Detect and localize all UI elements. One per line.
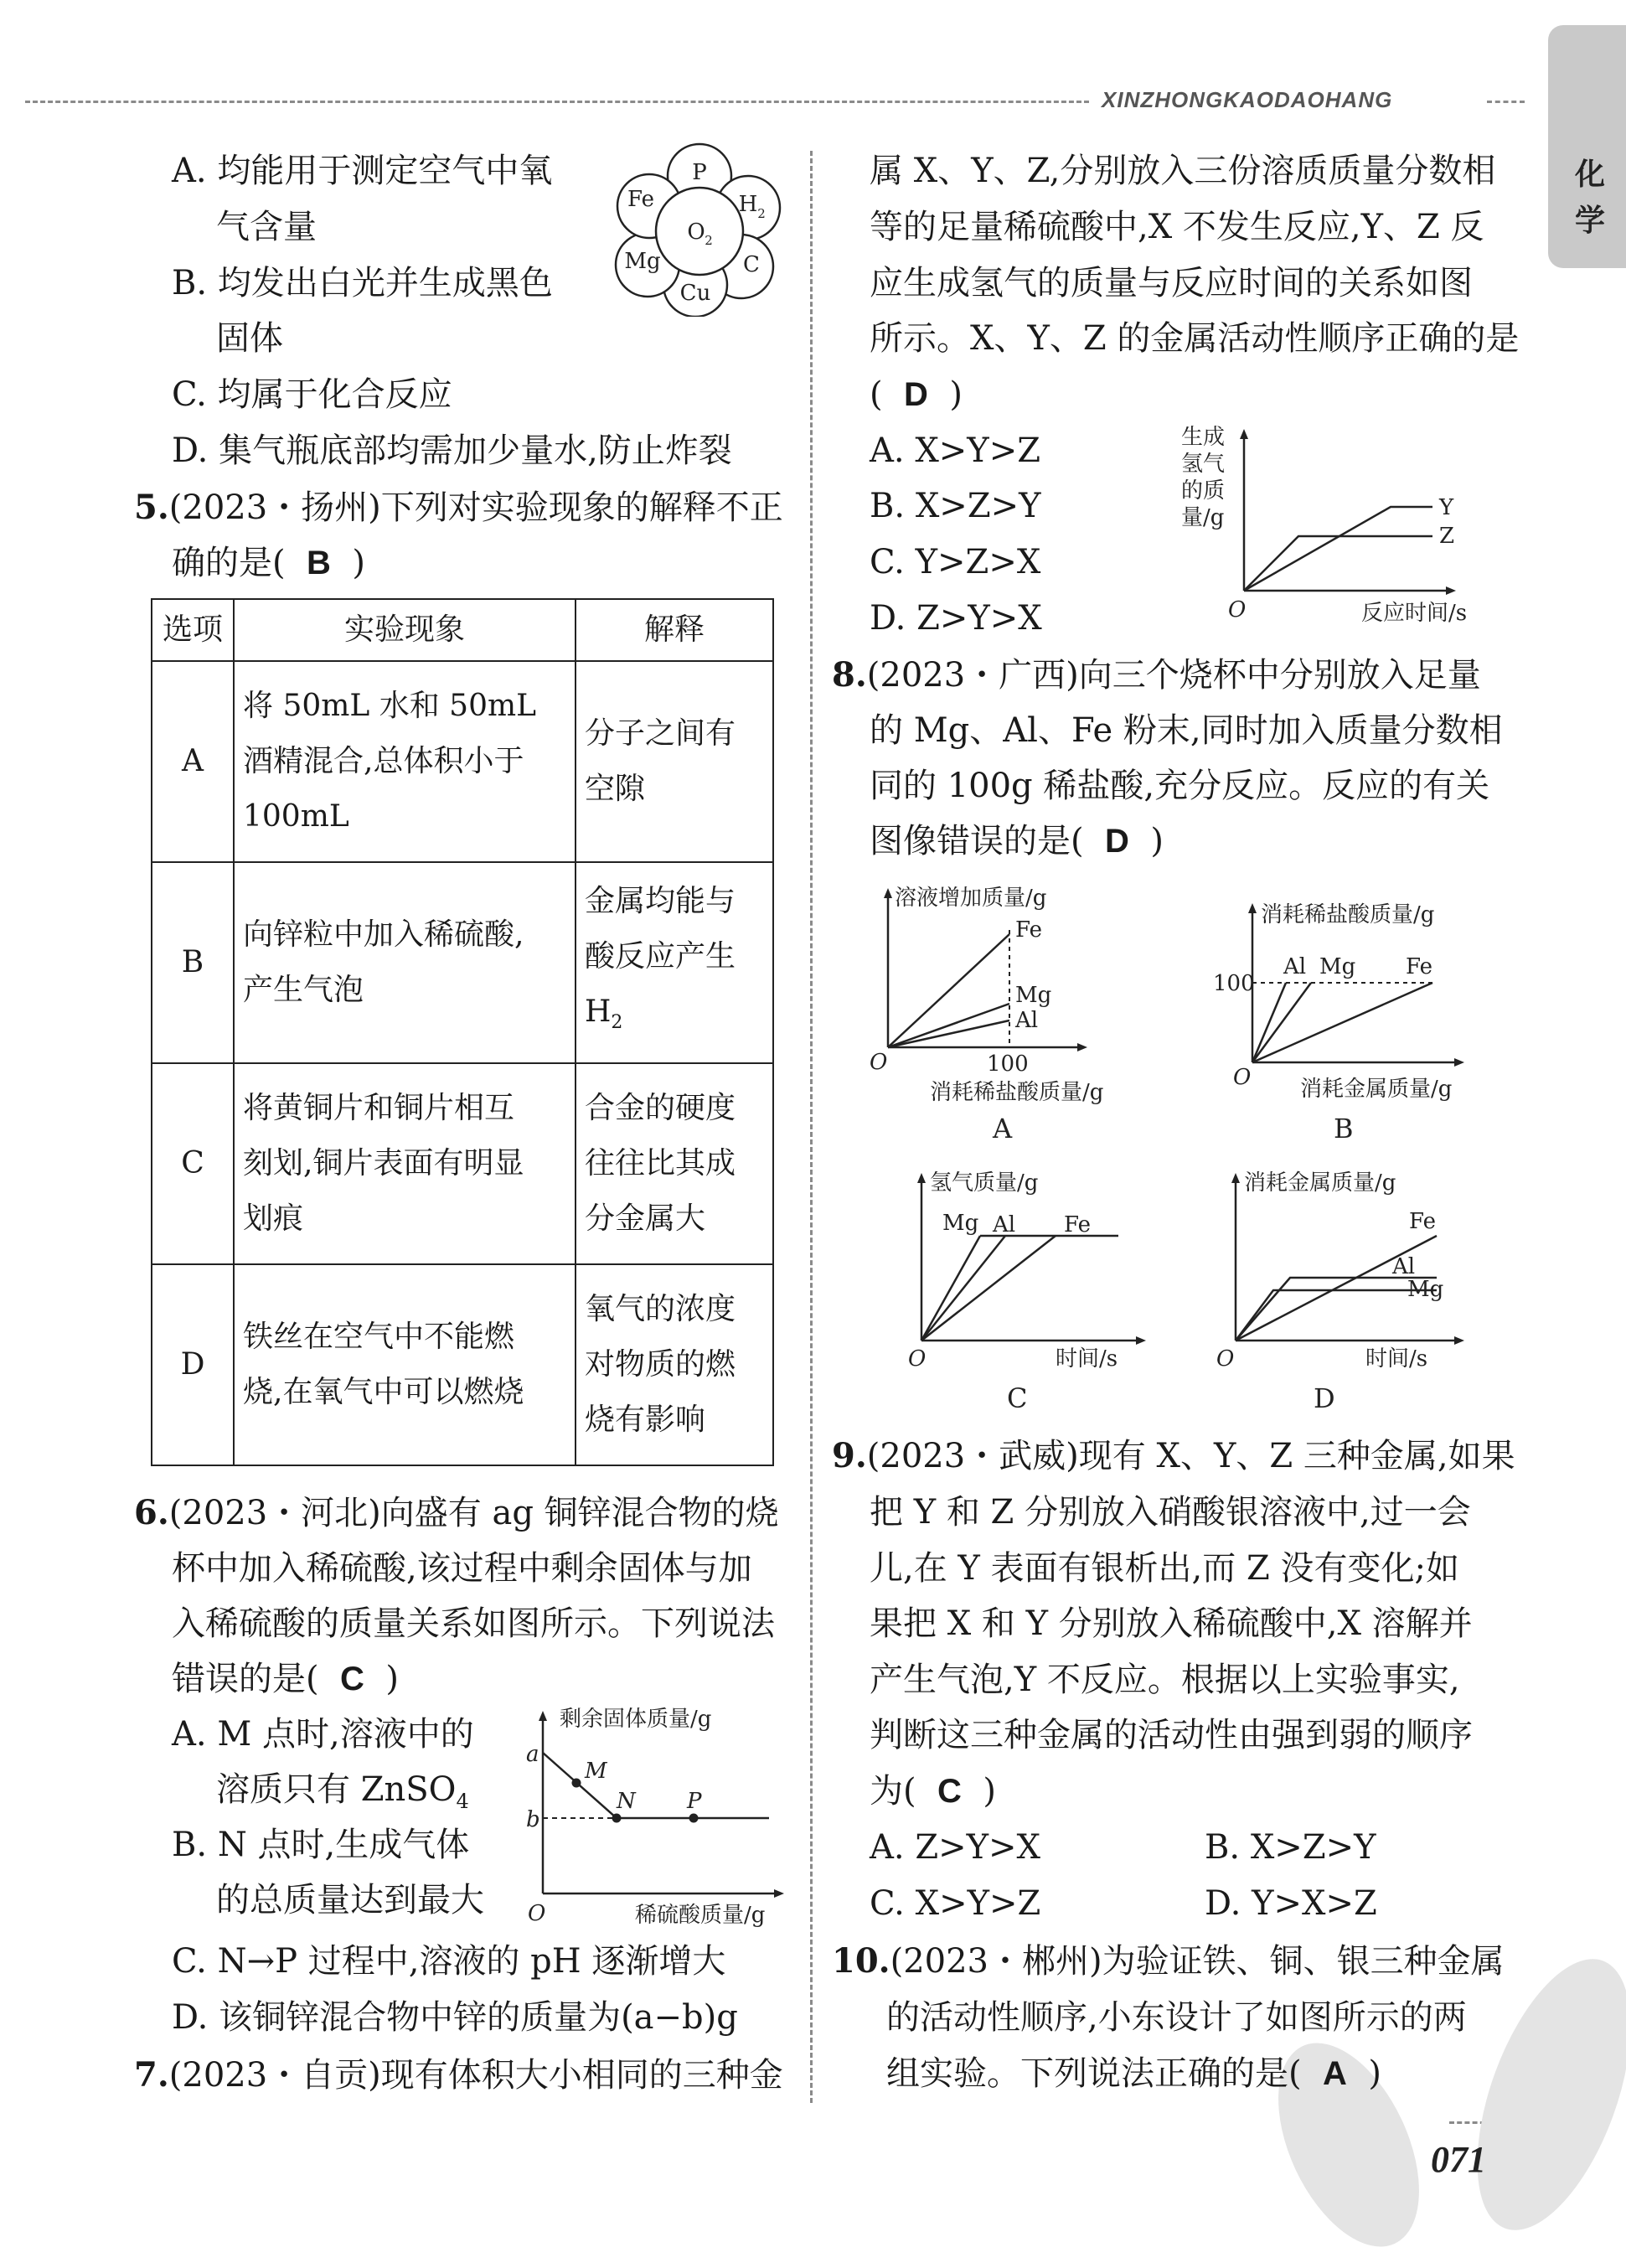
- header-running-title: XINZHONGKAODAOHANG: [1102, 87, 1393, 112]
- series-label-mg: Mg: [1319, 954, 1356, 979]
- graph-origin: O: [908, 1346, 927, 1372]
- q10-answer: A: [1323, 2055, 1347, 2092]
- q7-number: 7.: [134, 2055, 169, 2095]
- graph-xlabel: 时间/s: [1365, 1346, 1428, 1372]
- table-row: [152, 661, 773, 862]
- q6-stem-line3: 入稀硫酸的质量关系如图所示。下列说法: [172, 1604, 775, 1643]
- graph-letter: A: [993, 1113, 1013, 1144]
- q6-stem-line4: [172, 1657, 399, 1701]
- q7-text: (2023・自贡)现有体积大小相同的三种金: [168, 2056, 783, 2095]
- graph-ylabel: 氢气质量/g: [930, 1170, 1039, 1196]
- graph-xlabel: 消耗稀盐酸质量/g: [930, 1080, 1104, 1105]
- q9-stem-line4: 果把 X 和 Y 分别放入稀硫酸中,X 溶解并: [870, 1604, 1473, 1643]
- graph-ylabel: 的质: [1181, 478, 1226, 504]
- table-cell-line: 分子之间有: [585, 716, 736, 751]
- table-row: [152, 1063, 773, 1264]
- graph-ylabel: 消耗稀盐酸质量/g: [1261, 902, 1435, 927]
- series-label-fe: Fe: [1015, 917, 1043, 943]
- h2-subscript: 2: [611, 1012, 623, 1034]
- page-number: 071: [1431, 2139, 1486, 2180]
- table-cell-line: 分金属大: [585, 1201, 706, 1236]
- q5-answer-prefix: 确的是(: [172, 544, 286, 582]
- q6-option-c: C. N→P 过程中,溶液的 pH 逐渐增大: [172, 1942, 726, 1981]
- q9-option-c: C. X>Y>Z: [870, 1884, 1041, 1923]
- table-cell-line: 氧气的浓度: [585, 1292, 736, 1326]
- table-cell-line: 将 50mL 水和 50mL: [243, 689, 537, 723]
- q4-option-d: D. 集气瓶底部均需加少量水,防止炸裂: [172, 431, 732, 470]
- flower-petal-fe: Fe: [627, 187, 655, 212]
- subject-side-tab: [1548, 25, 1626, 268]
- table-cell-line: 金属均能与: [585, 884, 736, 919]
- flower-center-label: O: [687, 220, 705, 245]
- q6-option-d: D. 该铜锌混合物中锌的质量为(a−b)g: [172, 1998, 738, 2037]
- table-cell-line: 划痕: [243, 1201, 304, 1236]
- table-row-explanation: [576, 1063, 773, 1264]
- q8-answer-prefix: 图像错误的是(: [870, 822, 1084, 860]
- graph-point-m: M: [585, 1759, 607, 1784]
- table-header-option: 选项: [152, 599, 234, 661]
- graph-a-label: a: [526, 1742, 539, 1767]
- graph-origin: O: [1228, 597, 1247, 623]
- table-row-phenomenon: [234, 1063, 576, 1264]
- table-cell-line: [585, 984, 764, 1051]
- q9-number: 9.: [832, 1436, 867, 1475]
- q6-text: (2023・河北)向盛有 ag 铜锌混合物的烧: [168, 1494, 779, 1532]
- q9-answer-suffix: ): [983, 1772, 996, 1811]
- series-label-mg: Mg: [1015, 983, 1052, 1008]
- series-label-y: Y: [1439, 495, 1454, 520]
- table-cell-line: 铁丝在空气中不能燃: [243, 1320, 515, 1354]
- q10-stem-line3: [886, 2052, 1381, 2095]
- side-tab-char-1: 化: [1575, 158, 1606, 192]
- q9-option-a: A. Z>Y>X: [870, 1828, 1041, 1867]
- table-row-phenomenon: [234, 661, 576, 862]
- table-row-phenomenon: [234, 862, 576, 1063]
- q9-stem-line5: 产生气泡,Y 不反应。根据以上实验事实,: [870, 1661, 1460, 1699]
- q4-option-a-cont: 气含量: [216, 208, 317, 246]
- q10-answer-suffix: ): [1368, 2054, 1381, 2093]
- graph-xlabel: 消耗金属质量/g: [1300, 1077, 1453, 1102]
- side-tab-char-2: 学: [1575, 204, 1606, 238]
- table-header-row: [152, 599, 773, 661]
- table-header-phenomenon: 实验现象: [234, 599, 576, 661]
- q8-stem-line2: 的 Mg、Al、Fe 粉末,同时加入质量分数相: [870, 711, 1503, 750]
- q4-flower-diagram: [607, 141, 800, 317]
- table-cell-line: 烧,在氧气中可以燃烧: [243, 1375, 524, 1409]
- table-cell-line: 刻划,铜片表面有明显: [243, 1146, 524, 1180]
- q10-answer-prefix: 组实验。下列说法正确的是(: [886, 2054, 1302, 2093]
- decorative-splash: [1446, 1940, 1626, 2250]
- q6-option-b: B. N 点时,生成气体: [172, 1826, 470, 1864]
- q9-answer: C: [937, 1773, 962, 1810]
- graph-tick: 100: [987, 1051, 1029, 1077]
- flower-center-sub: 2: [705, 233, 713, 248]
- q9-text: (2023・武威)现有 X、Y、Z 三种金属,如果: [866, 1437, 1515, 1475]
- q9-stem-line2: 把 Y 和 Z 分别放入硝酸银溶液中,过一会: [870, 1493, 1471, 1532]
- q7-graph: [1173, 419, 1491, 637]
- table-row-option: B: [152, 862, 234, 1063]
- table-row-explanation: [576, 1264, 773, 1465]
- h2-symbol: H: [585, 995, 612, 1030]
- series-label-fe: Fe: [1409, 1209, 1437, 1234]
- table-cell-line: 往往比其成: [585, 1146, 736, 1180]
- znso4-text: 溶质只有 ZnSO: [216, 1770, 457, 1809]
- table-row: [152, 862, 773, 1063]
- graph-letter: C: [1007, 1382, 1028, 1414]
- q8-stem-line3: 同的 100g 稀盐酸,充分反应。反应的有关: [870, 767, 1490, 805]
- table-row-phenomenon: [234, 1264, 576, 1465]
- table-cell-line: 产生气泡: [243, 973, 364, 1007]
- q4-option-c: C. 均属于化合反应: [172, 375, 452, 414]
- q8-graph-b: [1206, 895, 1508, 1155]
- graph-ylabel: 氢气: [1181, 452, 1226, 477]
- q7-answer: D: [904, 376, 928, 413]
- series-label-al: Al: [1283, 954, 1307, 979]
- q7-option-b: B. X>Z>Y: [870, 487, 1041, 525]
- znso4-subscript: 4: [456, 1790, 469, 1813]
- q9-stem-line7: [870, 1769, 996, 1813]
- q9-stem-line1: [832, 1434, 1515, 1478]
- q5-answer: B: [307, 545, 331, 581]
- series-label-fe: Fe: [1064, 1212, 1092, 1237]
- table-cell-line: 向锌粒中加入稀硫酸,: [243, 917, 524, 952]
- graph-tick: 100: [1213, 971, 1255, 996]
- q5-answer-suffix: ): [352, 544, 365, 582]
- q6-stem-line2: 杯中加入稀硫酸,该过程中剩余固体与加: [172, 1549, 752, 1588]
- series-label-fe: Fe: [1406, 954, 1433, 979]
- q10-stem-line2: 的活动性顺序,小东设计了如图所示的两: [886, 1998, 1467, 2037]
- table-cell-line: 空隙: [585, 772, 646, 806]
- q6-number: 6.: [134, 1493, 169, 1532]
- q8-stem-line4: [870, 819, 1164, 863]
- table-cell-line: 烧有影响: [585, 1403, 706, 1437]
- q4-option-b: B. 均发出白光并生成黑色: [172, 264, 553, 302]
- table-row-option: C: [152, 1063, 234, 1264]
- graph-ylabel: 生成: [1181, 425, 1226, 450]
- q9-stem-line6: 判断这三种金属的活动性由强到弱的顺序: [870, 1716, 1473, 1754]
- table-header-explanation: 解释: [576, 599, 773, 661]
- q9-answer-prefix: 为(: [870, 1772, 916, 1811]
- table-cell-line: 合金的硬度: [585, 1091, 736, 1125]
- q9-option-d: D. Y>X>Z: [1205, 1884, 1377, 1923]
- graph-b-label: b: [526, 1807, 540, 1832]
- graph-origin: O: [1216, 1346, 1235, 1372]
- series-label-al: Al: [1015, 1008, 1039, 1033]
- series-label-al: Al: [1392, 1254, 1416, 1279]
- q8-graph-c: [888, 1165, 1173, 1416]
- table-cell-line: 酒精混合,总体积小于: [243, 744, 524, 778]
- q10-number: 10.: [832, 1941, 890, 1981]
- graph-ylabel: 溶液增加质量/g: [895, 886, 1047, 911]
- series-label-al: Al: [993, 1212, 1016, 1237]
- series-label-mg: Mg: [942, 1211, 979, 1236]
- q5-text: (2023・扬州)下列对实验现象的解释不正: [168, 488, 783, 527]
- q7-answer-line: ( D ): [870, 375, 963, 414]
- graph-xlabel: 稀硫酸质量/g: [635, 1903, 766, 1927]
- q6-answer-prefix: 错误的是(: [172, 1660, 319, 1698]
- table-row-explanation: [576, 661, 773, 862]
- table-cell-line: 100mL: [243, 799, 349, 834]
- graph-point-n: N: [617, 1789, 636, 1814]
- q7-stem-line3: 等的足量稀硫酸中,X 不发生反应,Y、Z 反: [870, 208, 1484, 246]
- q4-option-b-cont: 固体: [216, 319, 283, 358]
- table-row: [152, 1264, 773, 1465]
- q8-graph-d: [1198, 1165, 1500, 1416]
- q6-answer-suffix: ): [385, 1660, 399, 1698]
- graph-ylabel: 剩余固体质量/g: [560, 1707, 712, 1732]
- graph-origin: O: [528, 1901, 546, 1926]
- q8-answer-suffix: ): [1150, 822, 1164, 860]
- q7-option-d: D. Z>Y>X: [870, 599, 1042, 638]
- q5-stem-line2: [172, 541, 365, 585]
- series-label-z: Z: [1439, 524, 1455, 549]
- flower-petal-cu: Cu: [679, 281, 711, 306]
- q6-graph: [518, 1701, 794, 1927]
- table-cell-line: 酸反应产生: [585, 939, 736, 974]
- q6-option-a: A. M 点时,溶液中的: [172, 1715, 474, 1754]
- flower-petal-c: C: [743, 252, 760, 277]
- column-divider: [810, 151, 813, 2103]
- table-row-option: D: [152, 1264, 234, 1465]
- flower-petal-h2: H: [738, 192, 758, 217]
- graph-letter: D: [1314, 1382, 1335, 1414]
- q8-text: (2023・广西)向三个烧杯中分别放入足量: [866, 656, 1481, 695]
- graph-point-p: P: [687, 1789, 702, 1814]
- flower-petal-h2-sub: 2: [757, 206, 766, 221]
- graph-xlabel: 时间/s: [1056, 1346, 1118, 1372]
- q7-stem-line2: 属 X、Y、Z,分别放入三份溶质质量分数相: [870, 152, 1496, 190]
- q8-stem-line1: [832, 654, 1481, 697]
- graph-ylabel: 消耗金属质量/g: [1244, 1170, 1396, 1196]
- series-label-mg: Mg: [1407, 1277, 1444, 1302]
- graph-ylabel: 量/g: [1181, 505, 1225, 530]
- table-cell-line: 对物质的燃: [585, 1347, 736, 1382]
- q6-answer: C: [340, 1661, 364, 1697]
- table-row-option: A: [152, 661, 234, 862]
- table-row-explanation: [576, 862, 773, 1063]
- q5-options-table: [151, 598, 774, 1466]
- q10-stem-line1: [832, 1940, 1505, 1983]
- q7-option-c: C. Y>Z>X: [870, 543, 1041, 581]
- flower-petal-mg: Mg: [624, 249, 661, 274]
- header-dashed-line-right: [1487, 101, 1525, 103]
- q6-option-b-cont: 的总质量达到最大: [216, 1881, 484, 1919]
- q8-number: 8.: [832, 655, 867, 695]
- q9-option-b: B. X>Z>Y: [1205, 1828, 1376, 1867]
- q8-graph-a: [863, 880, 1181, 1148]
- q5-stem-line1: [134, 486, 783, 530]
- graph-letter: B: [1334, 1113, 1354, 1144]
- q5-number: 5.: [134, 488, 169, 527]
- q7-stem-line5: 所示。X、Y、Z 的金属活动性顺序正确的是: [870, 319, 1520, 358]
- q7-stem-line4: 应生成氢气的质量与反应时间的关系如图: [870, 264, 1473, 302]
- q6-option-a-cont: [216, 1768, 469, 1823]
- q7-option-a: A. X>Y>Z: [870, 431, 1041, 470]
- q10-text: (2023・郴州)为验证铁、铜、银三种金属: [890, 1942, 1505, 1981]
- q7-stem-line1: [134, 2054, 783, 2097]
- header-dashed-line-left: [25, 101, 1089, 103]
- q9-stem-line3: 儿,在 Y 表面有银析出,而 Z 没有变化;如: [870, 1549, 1459, 1588]
- graph-origin: O: [870, 1050, 888, 1075]
- table-cell-line: 将黄铜片和铜片相互: [243, 1091, 515, 1125]
- flower-petal-p: P: [692, 160, 707, 185]
- q4-option-a: A. 均能用于测定空气中氧: [172, 152, 553, 190]
- q8-answer: D: [1105, 823, 1129, 860]
- q6-stem-line1: [134, 1491, 779, 1535]
- graph-xlabel: 反应时间/s: [1361, 601, 1468, 626]
- graph-origin: O: [1233, 1065, 1252, 1090]
